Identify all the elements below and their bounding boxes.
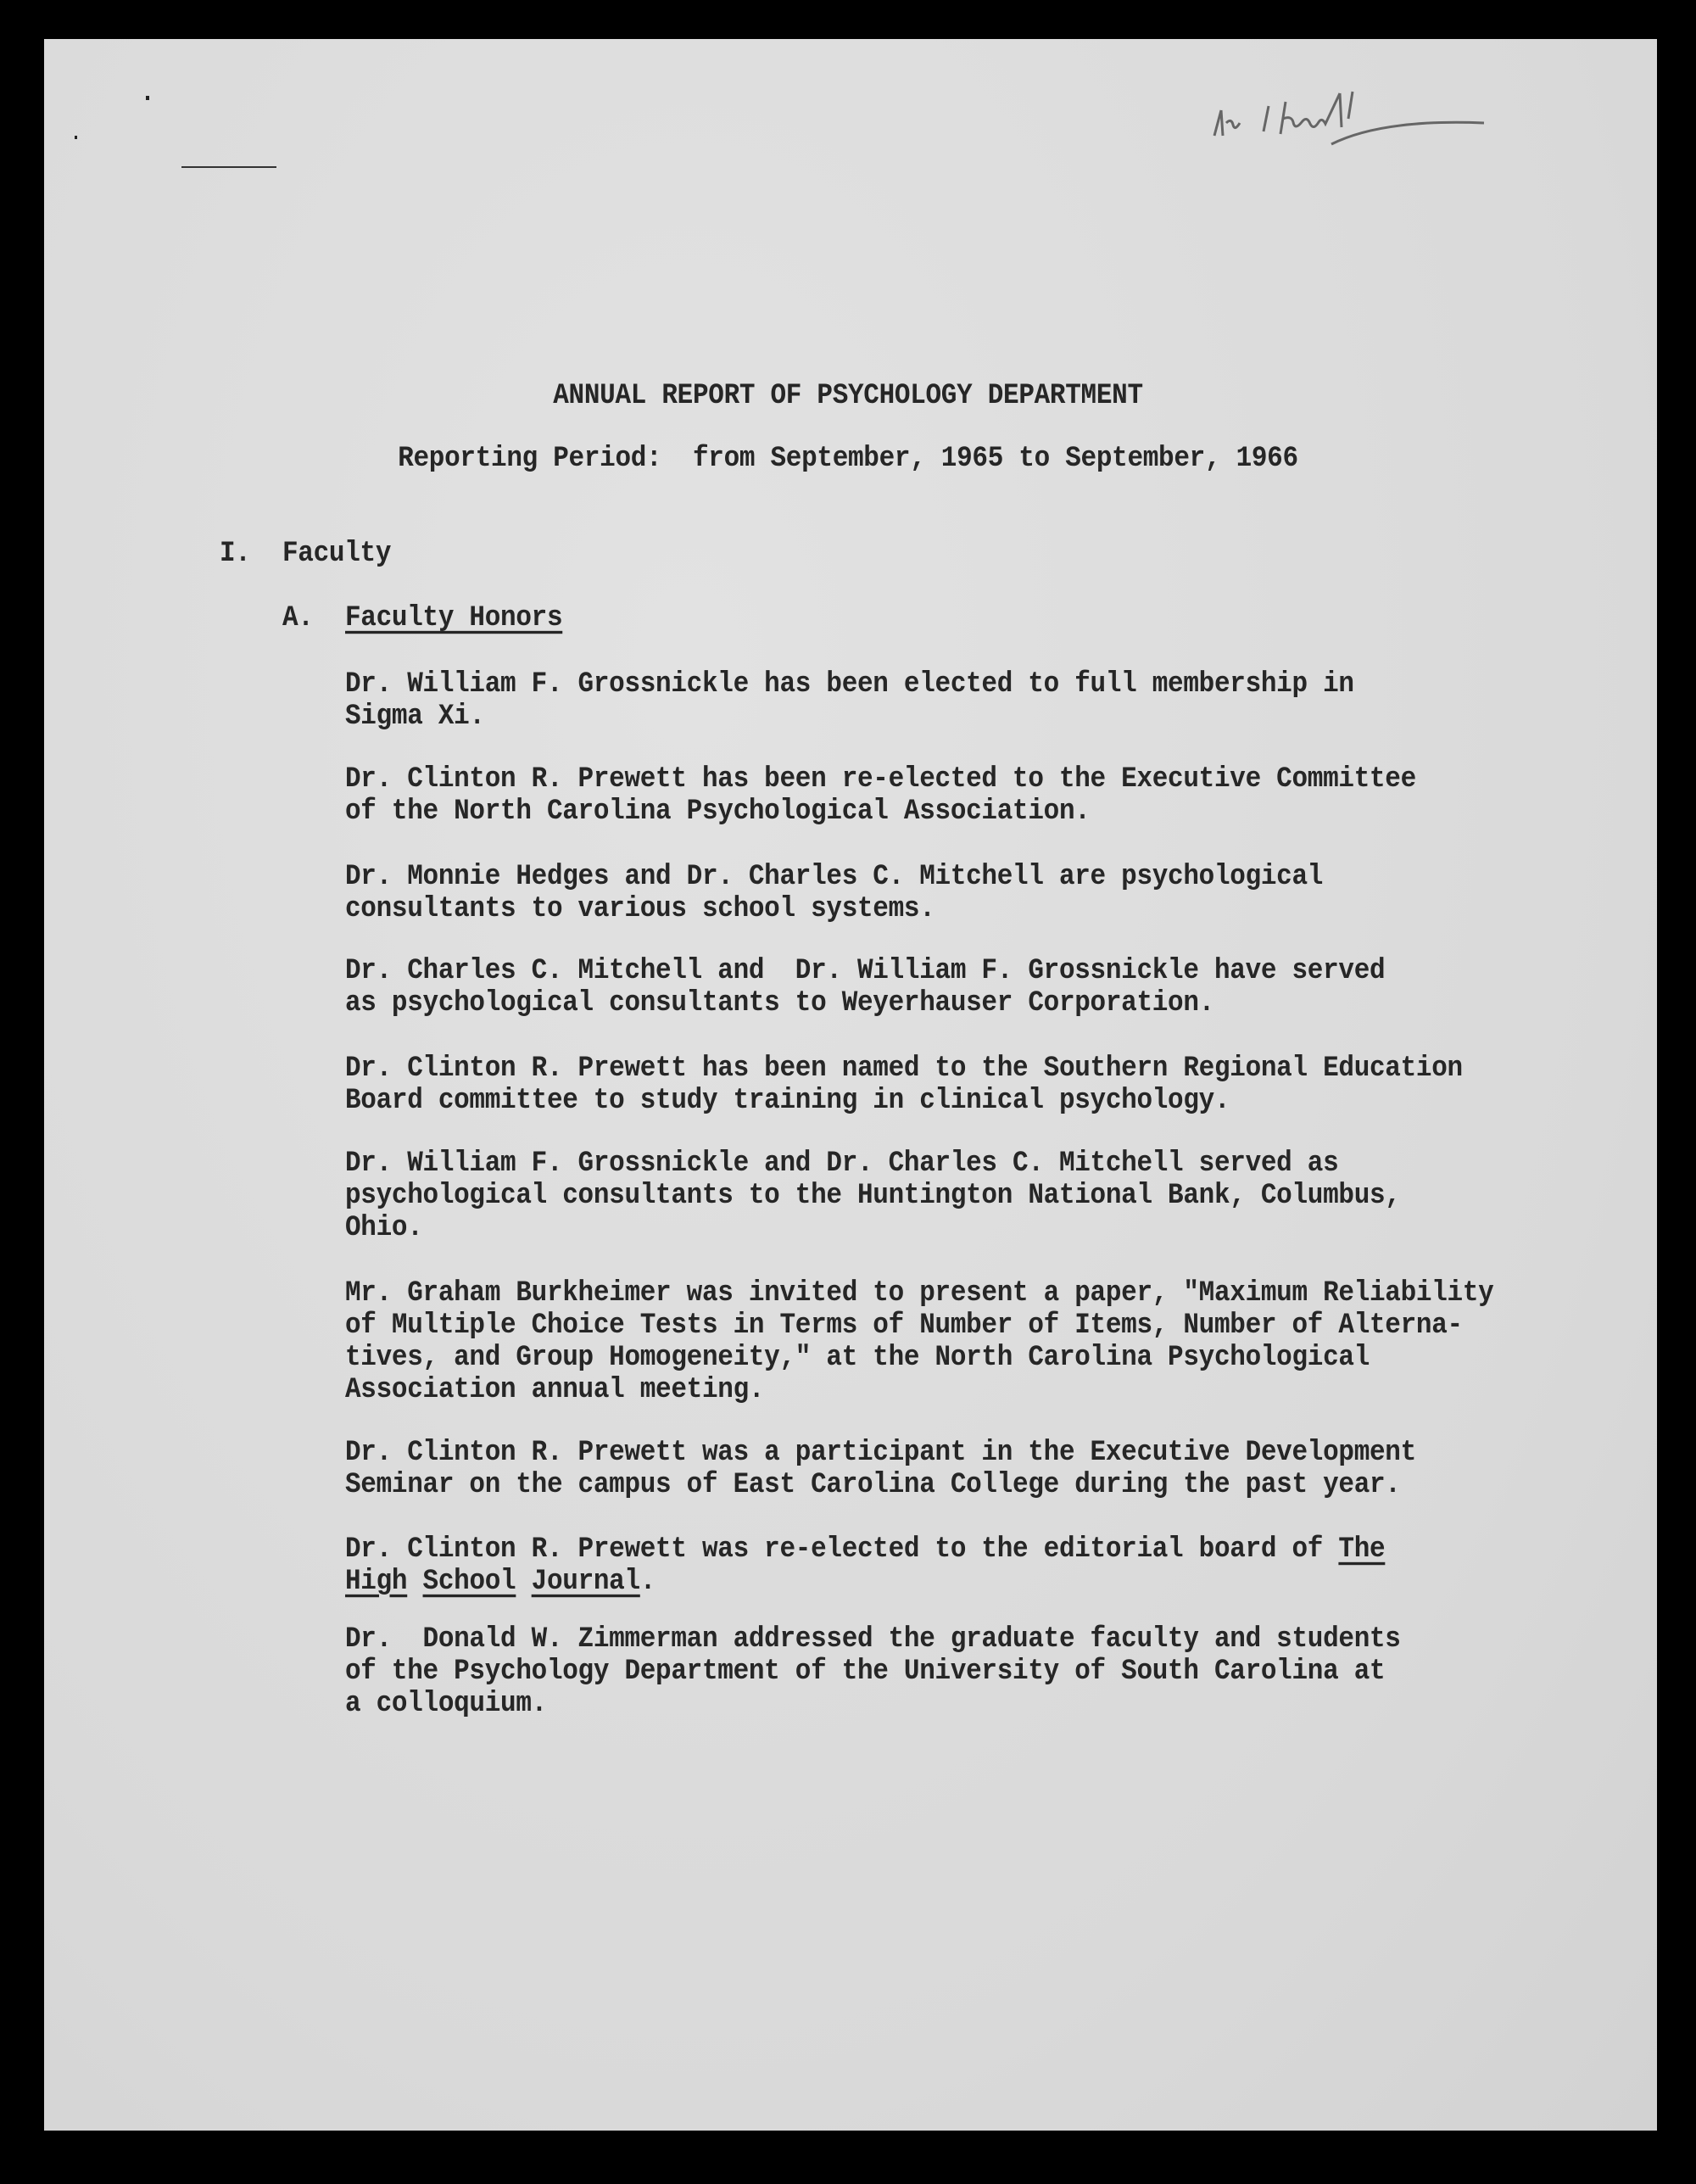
paragraph-line (345, 1146, 1338, 1182)
paragraph-line (345, 1654, 1385, 1690)
section-heading: Faculty (282, 537, 392, 571)
paragraph-line (345, 1686, 547, 1723)
paragraph-line (345, 1210, 423, 1247)
section-number: I. (220, 537, 251, 571)
text-segment: a colloquium. (345, 1687, 547, 1721)
text-segment (407, 1565, 422, 1598)
paragraph-line (345, 986, 1214, 1022)
reporting-period: Reporting Period: from September, 1965 to September, 1966 (398, 442, 1298, 476)
text-segment: Dr. Monnie Hedges and Dr. Charles C. Mitchell are psychological (345, 860, 1324, 894)
paragraph-line (345, 1178, 1401, 1215)
text-segment: Dr. Clinton R. Prewett has been re-elected to the Executive Committee (345, 762, 1416, 796)
paragraph-line (345, 1372, 764, 1409)
paragraph-line (345, 762, 1416, 798)
text-segment: . (639, 1565, 656, 1599)
text-segment: Dr. Donald W. Zimmerman addressed the graduate faculty and students (345, 1623, 1401, 1656)
text-segment: Association annual meeting. (345, 1373, 765, 1407)
text-segment: psychological consultants to the Huntington National Bank, Columbus, (345, 1179, 1401, 1213)
handwritten-note-signature (1213, 85, 1501, 153)
text-segment: Dr. Charles C. Mitchell and Dr. William F. Grossnickle have served (345, 954, 1386, 988)
stray-mark (146, 96, 149, 100)
text-segment: of Multiple Choice Tests in Terms of Number of Items, Number of Alterna- (345, 1309, 1463, 1343)
paragraph-line (345, 1340, 1370, 1377)
text-segment: Dr. Clinton R. Prewett has been named to the Southern Regional Education (345, 1052, 1463, 1086)
paragraph-line (345, 699, 485, 735)
paragraph-line (345, 1276, 1493, 1312)
text-segment (516, 1565, 531, 1598)
text-segment: consultants to various school systems. (345, 892, 935, 926)
text-segment: Sigma Xi. (345, 700, 485, 734)
paragraph-line (345, 1564, 656, 1600)
page-title: ANNUAL REPORT OF PSYCHOLOGY DEPARTMENT (553, 379, 1143, 413)
text-segment: Dr. William F. Grossnickle has been elected to full membership in (345, 667, 1354, 701)
text-segment: Dr. Clinton R. Prewett was re-elected to the editorial board of (345, 1533, 1339, 1567)
underlined-title-text: School (422, 1565, 516, 1599)
paragraph-line (345, 859, 1323, 896)
underlined-title-text: The (1338, 1533, 1386, 1567)
subsection-heading: Faculty Honors (345, 601, 563, 635)
paragraph-line (345, 891, 935, 928)
paragraph-line (345, 667, 1354, 703)
text-segment: of the Psychology Department of the University of South Carolina at (345, 1655, 1386, 1689)
paragraph-line (345, 1083, 1230, 1120)
text-segment: Dr. Clinton R. Prewett was a participant in the Executive Development (345, 1436, 1416, 1470)
text-segment: as psychological consultants to Weyerhauser Corporation. (345, 986, 1214, 1020)
paragraph-line (345, 1308, 1463, 1344)
paragraph-line (345, 1467, 1401, 1504)
subsection-letter: A. (282, 601, 314, 635)
text-segment: Board committee to study training in clinical psychology. (345, 1084, 1230, 1118)
text-segment: Dr. William F. Grossnickle and Dr. Charles C. Mitchell served as (345, 1147, 1339, 1181)
paragraph-line (345, 1622, 1401, 1658)
underlined-title-text: High (345, 1565, 408, 1599)
paragraph-line (345, 953, 1385, 990)
text-segment: Seminar on the campus of East Carolina College during the past year. (345, 1468, 1401, 1502)
text-segment: Ohio. (345, 1211, 423, 1245)
text-segment: Mr. Graham Burkheimer was invited to present a paper, "Maximum Reliability (345, 1276, 1494, 1310)
text-segment: tives, and Group Homogeneity," at the North Carolina Psychological (345, 1341, 1370, 1375)
stray-mark (181, 166, 276, 168)
paragraph-line (345, 1435, 1416, 1472)
paragraph-line (345, 1051, 1463, 1087)
underlined-title-text: Journal (531, 1565, 640, 1599)
paragraph-line (345, 1532, 1385, 1568)
stray-mark (75, 136, 77, 139)
paragraph-line (345, 794, 1091, 830)
text-segment: of the North Carolina Psychological Association. (345, 795, 1091, 829)
